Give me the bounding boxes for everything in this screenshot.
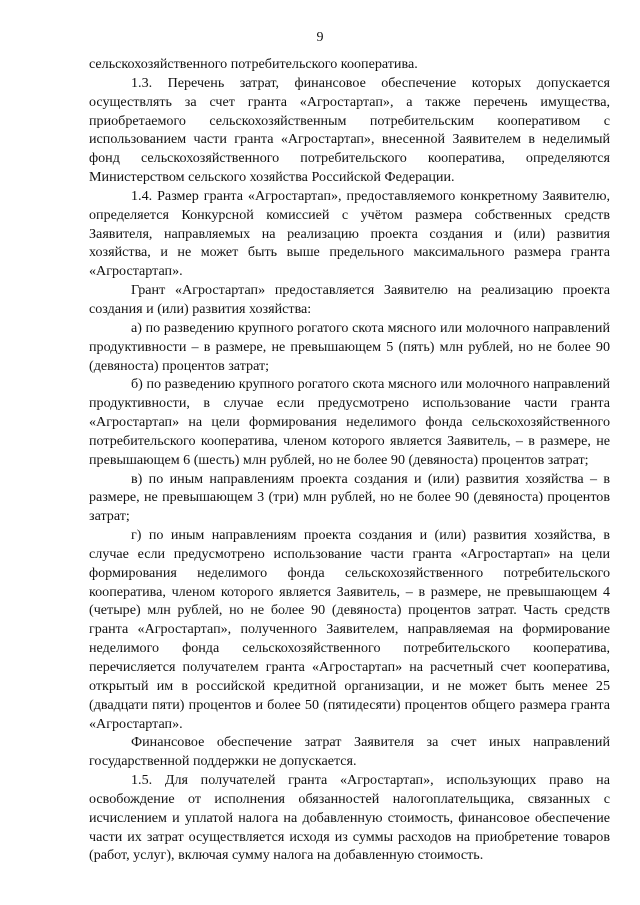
paragraph-1-4: 1.4. Размер гранта «Агростартап», предоставляемого конкретному Заявителю, определяется Конкурсной комиссией с учётом размера собственных средств Заявителя, направляемых на реализацию проекта создания и (или) развития хозяйства, и не может быть выше предельного максимального размера гранта «Агростартап». [89, 187, 610, 280]
paragraph-1-5: 1.5. Для получателей гранта «Агростартап», использующих право на освобождение от исполнения обязанностей налогоплательщика, связанных с исчислением и уплатой налога на добавленную стоимость, финансовое обеспечение части их затрат осуществляется исходя из суммы расходов на приобретение товаров (работ, услуг), включая сумму налога на добавленную стоимость. [89, 772, 610, 864]
page-number: 9 [316, 30, 324, 45]
list-item-b: б) по разведению крупного рогатого скота мясного или молочного направлений продуктивности, в случае если предусмотрено использование части гранта «Агростартап» на цели формирования неделимого фонда сельскохозяйственного потребительского кооператива, членом которого является Заявитель, – в размере, не превышающем 6 (шесть) млн рублей, но не более 90 (девяноста) процентов затрат; [89, 376, 610, 468]
list-item-v: в) по иным направлениям проекта создания и (или) развития хозяйства – в размере, не превышающем 3 (три) млн рублей, но не более 90 (девяноста) процентов затрат; [89, 470, 610, 525]
paragraph-grant-intro: Грант «Агростартап» предоставляется Заявителю на реализацию проекта создания и (или) развития хозяйства: [89, 282, 610, 317]
document-body [89, 55, 610, 865]
paragraph-continuation: сельскохозяйственного потребительского кооператива. [89, 56, 418, 72]
list-item-g: г) по иным направлениям проекта создания и (или) развития хозяйства, в случае если предусмотрено использование части гранта «Агростартап» на цели формирования неделимого фонда сельскохозяйственного потребительского кооператива, членом которого является Заявитель, – в размере, не превышающем 4 (четыре) млн рублей, но не более 90 (девяноста) процентов затрат. Часть средств гранта «Агростартап», полученного Заявителем, направляемая на формирование неделимого фонда сельскохозяйственного потребительского кооператива, перечисляется получателем гранта «Агростартап» на расчетный счет кооператива, открытый им в российской кредитной организации, и не может быть менее 25 (двадцати пяти) процентов и более 50 (пятидесяти) процентов общего размера гранта «Агростартап». [89, 527, 610, 732]
paragraph-1-3: 1.3. Перечень затрат, финансовое обеспечение которых допускается осуществлять за счет гранта «Агростартап», а также перечень имущества, приобретаемого сельскохозяйственным потребительским кооперативом с использованием части гранта «Агростартап», внесенной Заявителем в неделимый фонд сельскохозяйственного потребительского кооператива, определяются Министерством сельского хозяйства Российской Федерации. [89, 74, 610, 186]
paragraph-financing: Финансовое обеспечение затрат Заявителя за счет иных направлений государственной поддержки не допускается. [89, 734, 610, 770]
list-item-a: а) по разведению крупного рогатого скота мясного или молочного направлений продуктивности – в размере, не превышающем 5 (пять) млн рублей, но не более 90 (девяноста) процентов затрат; [89, 319, 610, 374]
